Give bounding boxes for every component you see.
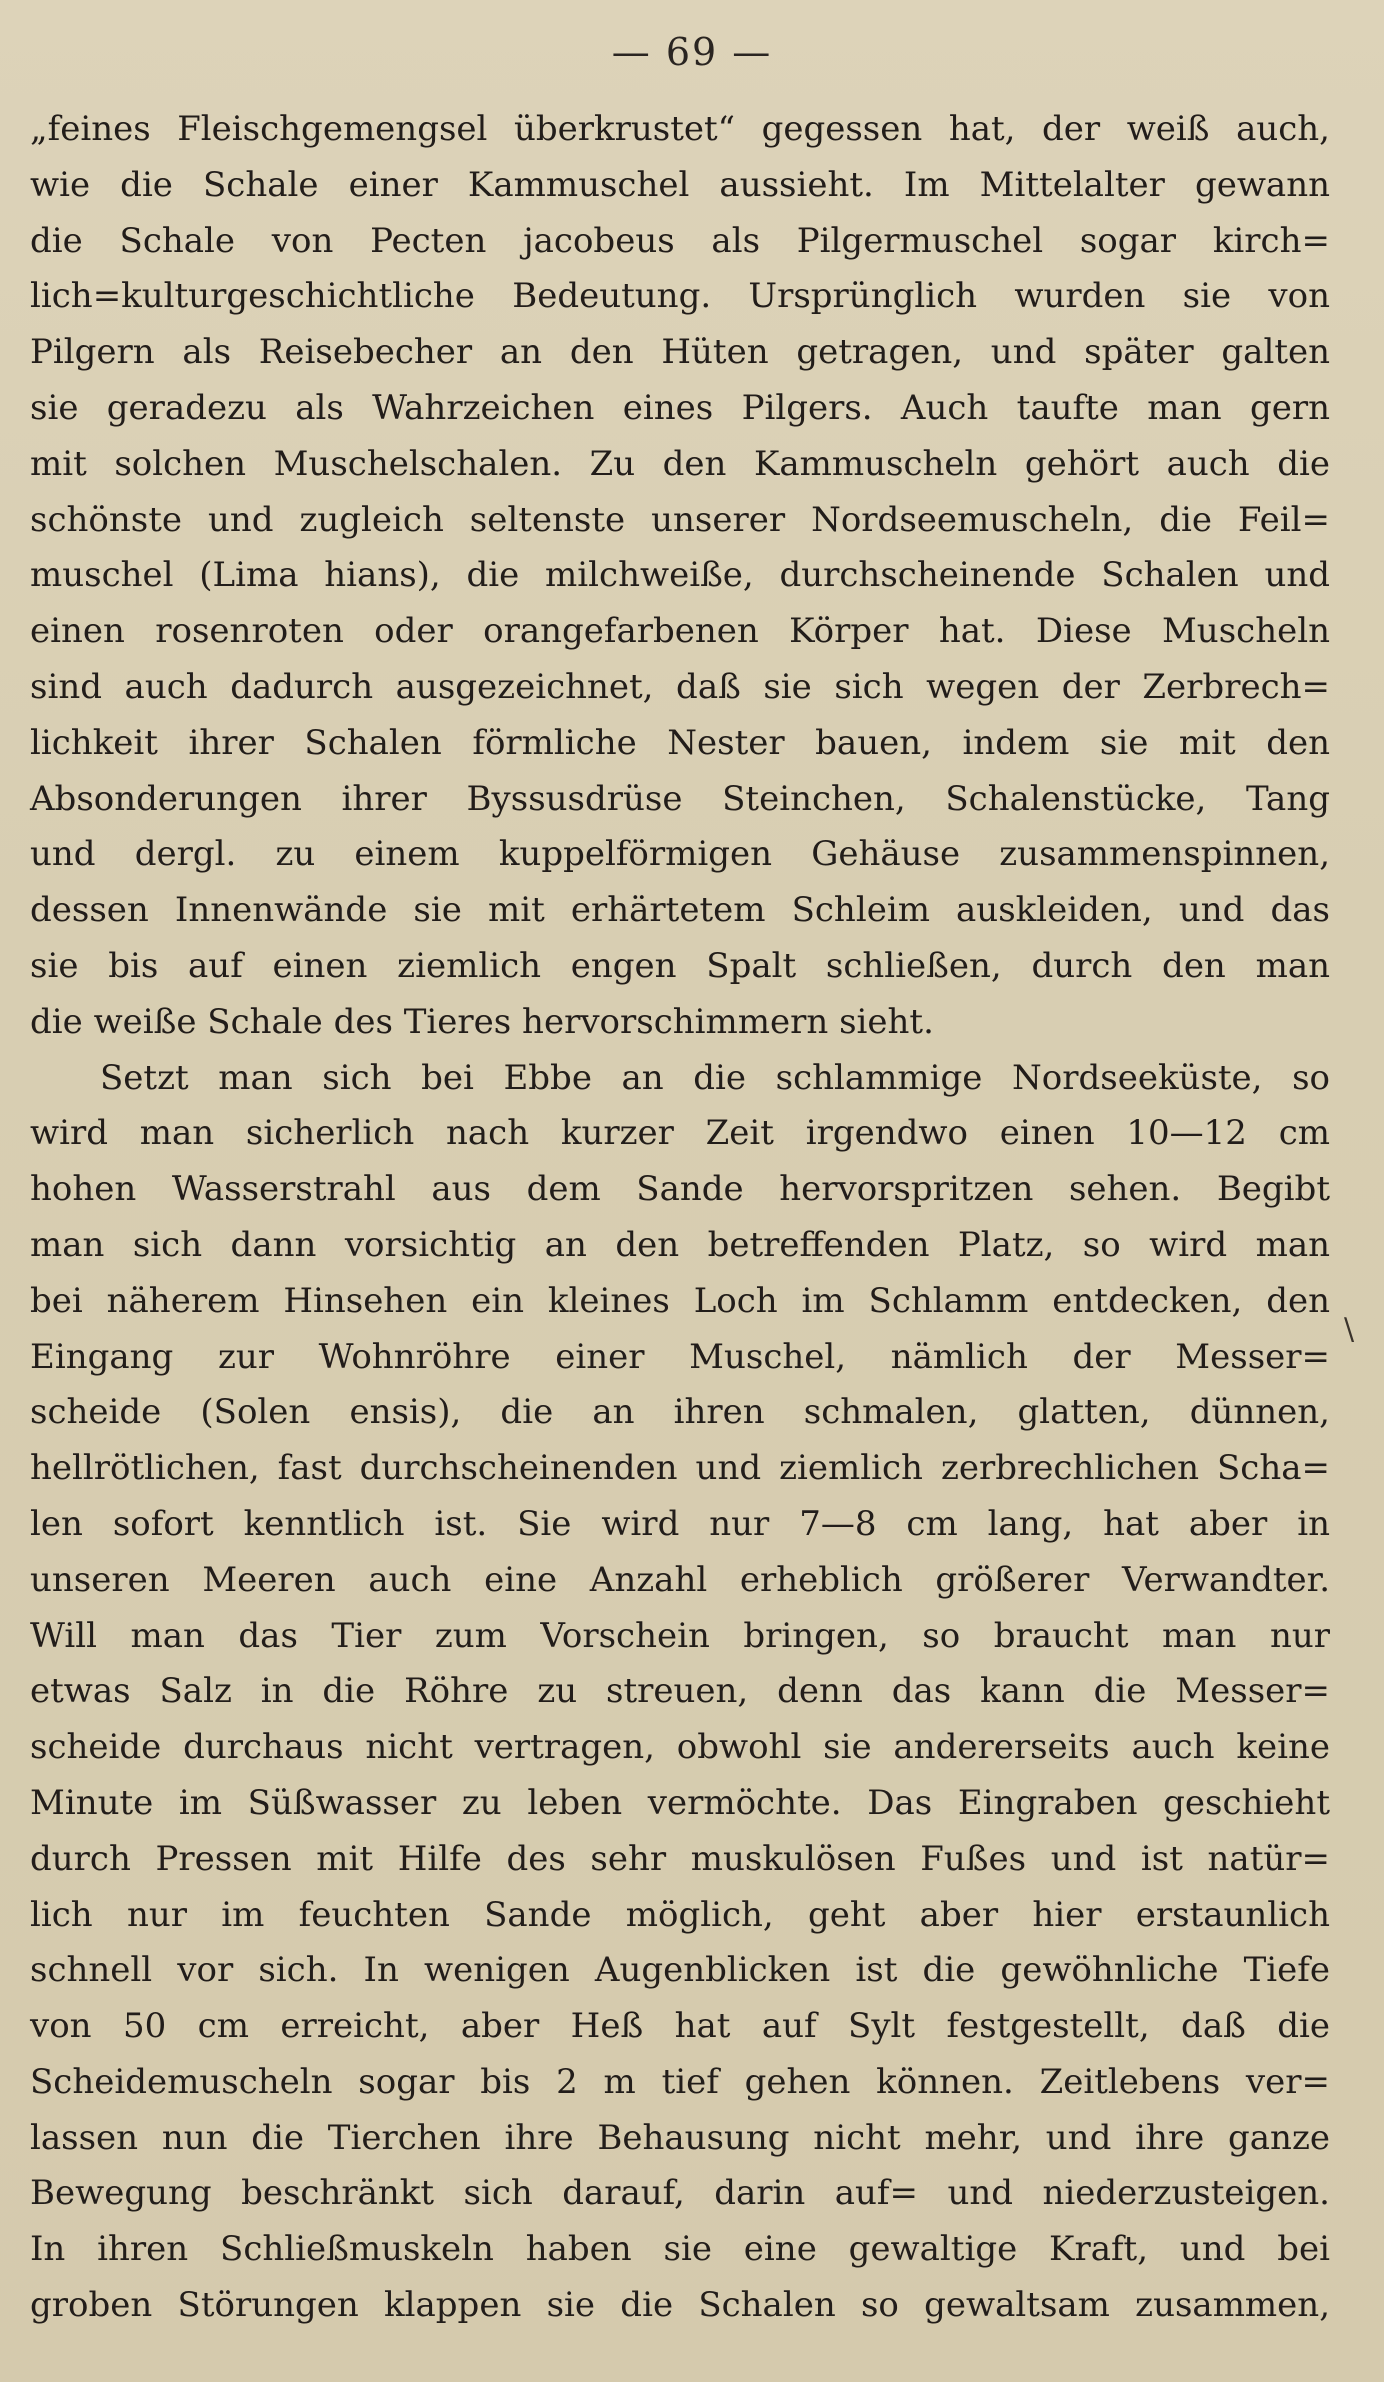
text-line: lichkeit ihrer Schalen förmliche Nester bauen, indem sie mit den: [30, 722, 1330, 763]
text-line: unseren Meeren auch eine Anzahl erheblich größerer Verwandter.: [30, 1559, 1330, 1600]
text-line: von 50 cm erreicht, aber Heß hat auf Sylt festgestellt, daß die: [30, 2006, 1330, 2047]
text-line: sie bis auf einen ziemlich engen Spalt schließen, durch den man: [30, 945, 1330, 986]
paragraph: [30, 102, 1330, 1051]
text-line: muschel (Lima hians), die milchweiße, durchscheinende Schalen und: [30, 555, 1330, 596]
text-line: schönste und zugleich seltenste unserer Nordseemuscheln, die Feil=: [30, 499, 1330, 540]
text-line: dessen Innenwände sie mit erhärtetem Schleim auskleiden, und das: [30, 890, 1330, 931]
text-line: mit solchen Muschelschalen. Zu den Kammuscheln gehört auch die: [30, 443, 1330, 484]
text-line: wie die Schale einer Kammuschel aussieht. Im Mittelalter gewann: [30, 164, 1330, 205]
text-line: Pilgern als Reisebecher an den Hüten getragen, und später galten: [30, 332, 1330, 373]
text-line: scheide durchaus nicht vertragen, obwohl sie andererseits auch keine: [30, 1727, 1330, 1768]
text-line: durch Pressen mit Hilfe des sehr muskulösen Fußes und ist natür=: [30, 1838, 1330, 1879]
text-line: groben Störungen klappen sie die Schalen so gewaltsam zusammen,: [30, 2285, 1330, 2326]
text-line: Will man das Tier zum Vorschein bringen, so braucht man nur: [30, 1615, 1330, 1656]
text-line: Minute im Süßwasser zu leben vermöchte. Das Eingraben geschieht: [30, 1782, 1330, 1823]
text-line: len sofort kenntlich ist. Sie wird nur 7—8 cm lang, hat aber in: [30, 1503, 1330, 1544]
text-line: etwas Salz in die Röhre zu streuen, denn das kann die Messer=: [30, 1671, 1330, 1712]
text-line: hellrötlichen, fast durchscheinenden und ziemlich zerbrechlichen Scha=: [30, 1448, 1330, 1489]
paragraph: [30, 1051, 1330, 2334]
text-line: wird man sicherlich nach kurzer Zeit irgendwo einen 10—12 cm: [30, 1113, 1330, 1154]
text-line: Bewegung beschränkt sich darauf, darin auf= und niederzusteigen.: [30, 2173, 1330, 2214]
text-line: die weiße Schale des Tieres hervorschimmern sieht.: [30, 1001, 934, 1042]
text-line: In ihren Schließmuskeln haben sie eine gewaltige Kraft, und bei: [30, 2229, 1330, 2270]
text-line: schnell vor sich. In wenigen Augenblicken ist die gewöhnliche Tiefe: [30, 1950, 1330, 1991]
text-line: bei näherem Hinsehen ein kleines Loch im Schlamm entdecken, den: [30, 1280, 1330, 1321]
text-line: sie geradezu als Wahrzeichen eines Pilgers. Auch taufte man gern: [30, 387, 1330, 428]
text-line: sind auch dadurch ausgezeichnet, daß sie sich wegen der Zerbrech=: [30, 666, 1330, 707]
text-line: und dergl. zu einem kuppelförmigen Gehäuse zusammenspinnen,: [30, 834, 1330, 875]
text-line: hohen Wasserstrahl aus dem Sande hervorspritzen sehen. Begibt: [30, 1169, 1330, 1210]
text-line: lich nur im feuchten Sande möglich, geht aber hier erstaunlich: [30, 1894, 1330, 1935]
body-text: [30, 102, 1330, 2334]
text-line: Scheidemuscheln sogar bis 2 m tief gehen können. Zeitlebens ver=: [30, 2061, 1330, 2102]
text-line: Setzt man sich bei Ebbe an die schlammige Nordseeküste, so: [100, 1057, 1330, 1098]
text-line: Absonderungen ihrer Byssusdrüse Steinchen, Schalenstücke, Tang: [30, 778, 1330, 819]
text-line: man sich dann vorsichtig an den betreffenden Platz, so wird man: [30, 1224, 1330, 1265]
page-number: — 69 —: [611, 30, 773, 74]
text-line: die Schale von Pecten jacobeus als Pilgermuschel sogar kirch=: [30, 220, 1330, 261]
text-line: lich=kulturgeschichtliche Bedeutung. Ursprünglich wurden sie von: [30, 276, 1330, 317]
text-line: scheide (Solen ensis), die an ihren schmalen, glatten, dünnen,: [30, 1392, 1330, 1433]
text-line: einen rosenroten oder orangefarbenen Körper hat. Diese Muscheln: [30, 611, 1330, 652]
text-line: „feines Fleischgemengsel überkrustet“ gegessen hat, der weiß auch,: [30, 109, 1330, 149]
text-line: Eingang zur Wohnröhre einer Muschel, nämlich der Messer=: [30, 1336, 1330, 1377]
text-line: lassen nun die Tierchen ihre Behausung nicht mehr, und ihre ganze: [30, 2117, 1330, 2158]
margin-mark: \: [1344, 1312, 1355, 1347]
